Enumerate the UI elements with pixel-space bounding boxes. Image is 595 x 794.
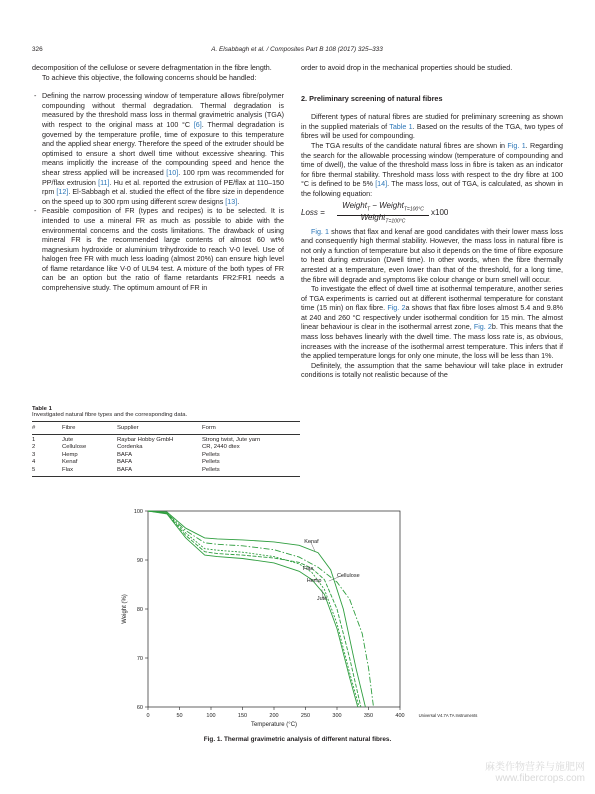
citation-link[interactable]: [11] xyxy=(98,178,110,187)
y-axis-label: Weight (%) xyxy=(122,594,128,624)
instrument-label: Universal V4.7A TA Instruments xyxy=(418,713,478,718)
col-header: # xyxy=(32,422,62,435)
plot-frame xyxy=(148,511,400,707)
y-tick-label: 90 xyxy=(136,558,143,564)
x-tick-label: 100 xyxy=(206,713,216,719)
table-row: 5 Flax BAFA Pellets xyxy=(32,467,300,477)
tga-figure xyxy=(110,505,490,730)
y-tick-label: 100 xyxy=(133,509,143,515)
citation-link[interactable]: [13] xyxy=(225,197,238,206)
journal-citation: A. Elsabbagh et al. / Composites Part B 108 (2017) 325–333 xyxy=(211,46,383,53)
figure-caption: Fig. 1. Thermal gravimetric analysis of different natural fibres. xyxy=(203,736,392,743)
paragraph: decomposition of the cellulose or severe defragmentation in the fibre length. xyxy=(32,64,272,72)
x-tick-label: 400 xyxy=(395,713,405,719)
paragraph: Fig. 1 shows that flax and kenaf are good candidates with their lower mass loss and consequently high thermal stability. However, the mass loss in natural fibre is not only a function of temperature but also it depends on the time of fibre exposure to heat during extrusion (Dwell time). In other words, when the fibre thermally arrested at a temperature, even lower than that of the threshold, for a long time, the fibre will degrade and symptoms like colour change or burn smell will occur. xyxy=(301,227,564,284)
figure-link[interactable]: Fig. 1 xyxy=(311,227,329,236)
left-column xyxy=(32,64,284,294)
citation-link[interactable]: [6] xyxy=(193,120,202,129)
watermark: 麻类作物营养与施肥网 www.fibercrops.com xyxy=(485,762,585,784)
x-tick-label: 250 xyxy=(300,713,311,719)
paragraph: Definitely, the assumption that the same behaviour will take place in extruder conditions is totally not realistic because of the xyxy=(301,361,563,380)
citation-link[interactable]: [10] xyxy=(166,168,179,177)
paragraph: To investigate the effect of dwell time at isothermal temperature, another series of TGA experiments is carried out at different isothermal temperature for constant time (15 min) on flax fibre. Fig. 2a shows that flax fibre loses almost 5.4 and 9.8% at 240 and 260 °C respectively under isothermal condition for 15 min. The almost linear behaviour is clear in the isothermal arrest zone, Fig. 2b. This means that the mass loss behaves linearly with the dwell time. The mass loss rate is, as obvious, increases with the increase of the isothermal arrest temperature. This infers that if the applied temperature longs for only one minute, the loss will be less than 1%. xyxy=(301,285,564,361)
figure-link[interactable]: Fig. 2 xyxy=(473,323,492,332)
x-tick-label: 150 xyxy=(237,713,248,719)
series-label-jute: Jute xyxy=(316,596,328,603)
fibre-table xyxy=(32,421,300,477)
paragraph: To achieve this objective, the following concerns should be handled: xyxy=(42,73,257,82)
running-header xyxy=(32,46,562,58)
figure-link[interactable]: Fig. 2 xyxy=(387,304,406,313)
tga-chart xyxy=(110,505,490,730)
table-link[interactable]: Table 1 xyxy=(389,122,413,131)
y-tick-label: 70 xyxy=(136,656,143,662)
y-tick-label: 80 xyxy=(136,607,143,613)
paragraph: order to avoid drop in the mechanical properties should be studied. xyxy=(301,64,513,72)
paragraph: The TGA results of the candidate natural fibres are shown in Fig. 1. Regarding the search for the allowable processing window (temperature of compounding and time of dwell), the value of the threshold mass loss in fibre is taken as an indicator for fibre thermal stability. Threshold mass loss with respect to the dry fibre at 100 °C is defined to be 5% [14]. The mass loss, out of TGA, is calculated, as shown in the following equation: xyxy=(301,141,563,198)
col-header: Supplier xyxy=(117,422,202,435)
series-label-kenaf: Kenaf xyxy=(304,538,319,545)
table-caption-title: Table 1 xyxy=(32,406,52,412)
x-axis-label: Temperature (°C) xyxy=(250,722,298,728)
x-tick-label: 200 xyxy=(269,713,279,719)
series-label-flax: Flax xyxy=(302,565,314,572)
bullet-item: - Defining the narrow processing window of temperature allows fibre/polymer compounding without thermal degradation. Thermal degradation is measured by the threshold mass loss in thermal gravimetric analysis (TGA) with respect to the original mass at 100 °C [6]. Thermal degradation is governed by the temperature profile, time of exposure to this temperature and the applied shear energy. Therefore the speed of the extruder should be optimised to ensure a short dwell time without excessive shearing. This means implicitly the increase of the compounding speed and hence the shear stress applied will be increased [10]. 100 rpm was recommended for PP/flax extrusion [11]. Hu et al. reported the extrusion of PE/flax at 110–150 rpm [12]. El-Sabbagh et al. studied the effect of the fibre size in dependence on the speed up to 300 rpm using different screw designs [13]. xyxy=(34,92,284,206)
table-header-row xyxy=(32,422,300,435)
table-row: 4 Kenaf BAFA Pellets xyxy=(32,459,220,466)
series-label-hemp: Hemp xyxy=(306,578,322,585)
section-heading: 2. Preliminary screening of natural fibres xyxy=(301,93,443,103)
mass-loss-equation: Loss = Weight$_T$ − Weight$_{T=100^\circ C}$ Weight$_{T=100^\circ C}$ x100 xyxy=(301,200,449,225)
x-tick-label: 300 xyxy=(332,713,342,719)
table-row: 2 Cellulose Cordenka CR, 2440 dtex xyxy=(32,444,240,451)
series-line-kenaf xyxy=(148,511,365,707)
citation-link[interactable]: [12] xyxy=(56,188,69,197)
y-tick-label: 60 xyxy=(136,705,143,711)
col-header: Form xyxy=(202,422,300,435)
series-line-cellulose xyxy=(148,511,374,707)
x-tick-label: 350 xyxy=(363,713,374,719)
table-row: 3 Hemp BAFA Pellets xyxy=(32,451,220,458)
x-tick-label: 0 xyxy=(146,713,150,719)
citation-link[interactable]: [14] xyxy=(375,180,388,189)
table-1 xyxy=(32,406,300,477)
right-column xyxy=(301,64,563,381)
bullet-item: - Feasible composition of FR (types and recipes) is to be selected. It is intended to use a mineral FR as much as possible to abide with the environmental concerns and the costs limitations. The drawback of using mineral FR is the recommended large contents of almost 60 wt% magnesium hydroxide or aluminium trihydroxide to reach V-0 level. Use of halogen free FR with much less loading (almost 20%) can ensure high level of flame retardance like V-0 of UL94 test. A mixture of the both types of FR can be an option but the ratio of flame retardants FR2:FR1 needs a comprehensive study. The optimum amount of FR in xyxy=(34,207,284,293)
table-row: 1 Jute Raybar Hobby GmbH Strong twist, Jute yarn xyxy=(32,437,261,443)
table-caption: Investigated natural fibre types and the corresponding data. xyxy=(32,412,188,418)
series-label-cellulose: Cellulose xyxy=(337,573,360,580)
paragraph: Different types of natural fibres are studied for preliminary screening as shown in the supplied materials of Table 1. Based on the results of the TGA, two types of fibres will be used for compounding. xyxy=(301,113,563,141)
x-tick-label: 50 xyxy=(176,713,183,719)
figure-link[interactable]: Fig. 1 xyxy=(507,141,526,150)
page-number: 326 xyxy=(32,46,43,53)
col-header: Fibre xyxy=(62,422,117,435)
